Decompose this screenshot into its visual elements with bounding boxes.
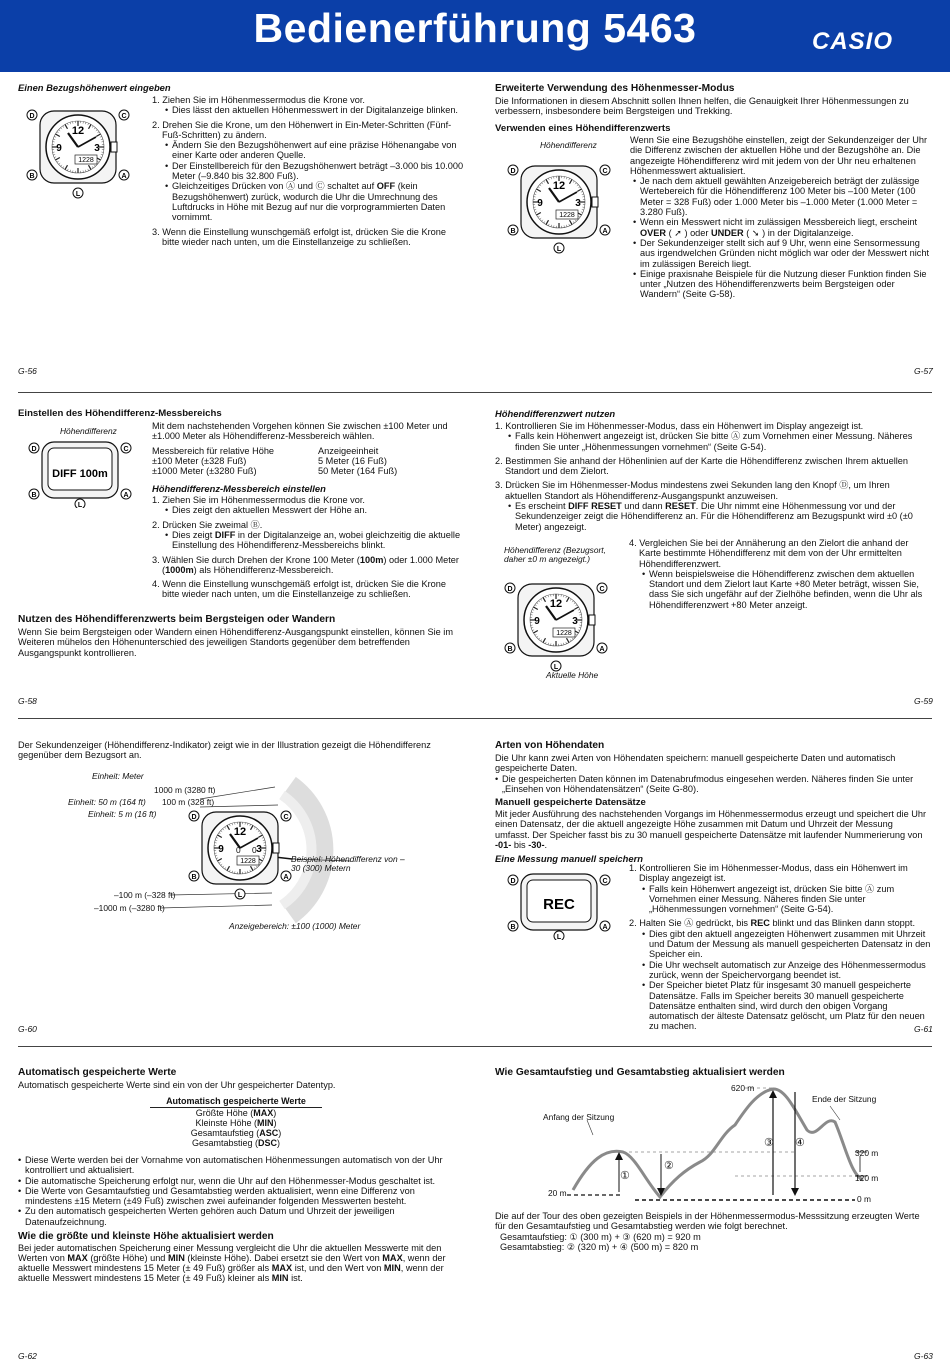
g63-para: Die auf der Tour des oben gezeigten Beispiels in der Höhenmessermodus-Messsitzung erzeugten Werte für den Gesamtaufstieg und Gesamtabstieg werden wie folgt berechnet. [495, 1211, 920, 1232]
table-cell: ±100 Meter (±328 Fuß) [152, 455, 247, 466]
numeral-9: 9 [56, 143, 62, 154]
g61-subheading: Manuell gespeicherte Datensätze [495, 797, 646, 809]
lcd-text: 1228 [559, 212, 575, 219]
g60-unit-meter: Einheit: Meter [92, 771, 144, 781]
button-b-label: B [31, 492, 37, 499]
g60-unit-5m: Einheit: 5 m (16 ft) [88, 809, 157, 819]
g61-bullet1: • Die gespeicherten Daten können im Datenabrufmodus eingesehen werden. Näheres finden Sie unter „Einsehen von Höhendatensätzen“ (Seite G-80). [502, 774, 930, 795]
altitude-profile-line [573, 1089, 863, 1197]
g61-step1-bullet: • Falls kein Höhenwert angezeigt ist, drücken Sie bitte Ⓐ zum Vornehmen einer Messung. Näheres finden Sie unter „Höhenmessungen vornehmen“ (Seite G-54). [649, 884, 931, 915]
g58-para2: Wenn Sie beim Bergsteigen oder Wandern einen Höhendifferenz-Ausgangspunkt einstellen, können Sie im Weiteren mühelos den Höhenunterschied des jeweiligen Standorts gegenüber dem betreffenden Ausgangspunkt kontrollieren. [18, 627, 453, 658]
g62-body [18, 1155, 458, 1284]
table-cell: 5 Meter (16 Fuß) [318, 455, 387, 466]
marker-3: ③ [764, 1137, 774, 1149]
button-l-label: L [556, 246, 562, 253]
button-d-label: D [510, 878, 516, 885]
g62-para: Bei jeder automatischen Speicherung einer Messung vergleicht die Uhr die aktuellen Messwerte mit den Werten von MAX (größte Höhe) und MIN (kleinste Höhe). Dabei ersetzt sie den Wert von MAX, wenn der aktuelle Messwert mindestens 15 Meter (± 49 Fuß) größer als MAX ist, und den Wert von MIN, wenn der aktuelle Messwert mindestens 15 Meter (± 49 Fuß) kleiner als MIN ist. [18, 1242, 446, 1284]
button-a-label: A [283, 874, 289, 881]
g59-step3-bullet: • Es erscheint DIFF RESET und dann RESET. Die Uhr nimmt eine Höhenmessung vor und der Sekundenzeiger zeigt die Höhendifferenz an. Für die Höhendifferenz am Bezugspunkt wird ±0 (±0 Meter) angezeigt. [515, 501, 925, 532]
watch-illustration-g56 [22, 97, 134, 199]
watch-diff-display-g58 [24, 436, 136, 508]
numeral-12: 12 [71, 125, 85, 137]
label-320m: 320 m [855, 1148, 879, 1158]
table-cell: ±1000 Meter (±3280 Fuß) [152, 466, 257, 477]
g59-step3: 3. Drücken Sie im Höhenmesser-Modus mindestens zwei Sekunden lang den Knopf Ⓓ, um Ihren aktuellen Standort als Höhendifferenz-Ausgangspunkt anzuweisen. [495, 480, 890, 501]
g63-calc-ascent: Gesamtaufstieg: ① (300 m) + ③ (620 m) = 920 m [500, 1231, 701, 1242]
g57-heading: Erweiterte Verwendung des Höhenmesser-Modus [495, 83, 735, 94]
numeral-12: 12 [549, 598, 563, 610]
numeral-3: 3 [94, 143, 100, 154]
g56-heading: Einen Bezugshöhenwert eingeben [18, 82, 171, 93]
numeral-9: 9 [218, 844, 224, 855]
g61-step2-bullet1: • Dies gibt den aktuell angezeigten Höhenwert zusammen mit Uhrzeit und Datum der Messung als manuell gespeicherten Datensatz in den Speicher ein. [649, 929, 931, 960]
button-a-label: A [602, 228, 608, 235]
label-120m: 120 m [855, 1173, 879, 1183]
numeral-9: 9 [537, 198, 543, 209]
button-l-label: L [77, 502, 83, 508]
divider-2 [18, 718, 932, 719]
g56-step2-bullet3: • Gleichzeitiges Drücken von Ⓐ und Ⓒ schaltet auf OFF (kein Bezugshöhenwert) zurück, wodurch die Uhr die Umrechnung des Luftdrucks in Höhe mit Bezug auf nur die vorprogrammierten Daten vornimmt. [172, 181, 464, 222]
g60-label-1000m: 1000 m (3280 ft) [154, 785, 216, 795]
leader-line [830, 1106, 840, 1120]
casio-logo: CASIO [812, 28, 894, 55]
g58-step2-bullet: • Dies zeigt DIFF in der Digitalanzeige an, wobei gleichzeitig die aktuelle Einstellung des Höhendifferenz-Messbereichs blinkt. [172, 530, 464, 551]
button-c-label: C [121, 113, 127, 120]
g57-bullet1: • Je nach dem aktuell gewählten Anzeigebereich beträgt der zulässige Wertebereich für die Höhendifferenz 100 Meter bis –100 Meter (100 Meter = 328 Fuß) oder 1.000 Meter bis –1.000 Meter (1.000 Meter = 3.280 Fuß). [640, 176, 932, 217]
marker-2: ② [664, 1160, 674, 1172]
g60-label-minus100: –100 m (–328 ft) [114, 890, 176, 900]
g62-heading2: Wie die größte und kleinste Höhe aktualisiert werden [18, 1231, 274, 1243]
g57-para: Wenn Sie eine Bezugshöhe einstellen, zeigt der Sekundenzeiger der Uhr die Differenz zwischen der aktuellen Höhe und der Bezugshöhe an. Die angezeigte Höhendifferenz wird mit jedem von der Uhr neu erhaltenen Höhenmesswert aktualisiert. [630, 135, 928, 176]
button-b-label: B [29, 173, 35, 180]
label-20m: 20 m [548, 1188, 567, 1198]
button-l-label: L [553, 664, 559, 671]
page-title: Bedienerführung 5463 [253, 5, 697, 51]
button-a-label: A [121, 173, 127, 180]
page-number-g58: G-58 [18, 696, 37, 706]
numeral-12: 12 [552, 180, 566, 192]
g57-caption: Höhendifferenz [540, 140, 597, 150]
g58-step2: 2. Drücken Sie zweimal Ⓑ. [152, 519, 263, 530]
g58-step1-bullet: • Dies zeigt den aktuellen Messwert der Höhe an. [172, 505, 464, 515]
crown [592, 197, 598, 207]
g56-step2-bullet1: • Ändern Sie den Bezugshöhenwert auf eine präzise Höhenangabe von einer Karte oder anderen Quelle. [172, 140, 464, 161]
g59-step4: 4. Vergleichen Sie bei der Annäherung an den Zielort die anhand der Karte bestimmte Höhendifferenz mit dem von der Uhr ermittelten Höhendifferenzwert. [629, 538, 909, 569]
g58-step4: 4. Wenn die Einstellung wunschgemäß erfolgt ist, drücken Sie die Krone bitte wieder nach unten, um die Einstellanzeige zu schließen. [152, 579, 446, 600]
label-end-of-session: Ende der Sitzung [812, 1094, 877, 1104]
button-d-label: D [507, 586, 513, 593]
label-start-of-session: Anfang der Sitzung [543, 1112, 615, 1122]
g57-subheading: Verwenden eines Höhendifferenzwerts [495, 123, 671, 134]
button-b-label: B [510, 228, 516, 235]
lcd-readout: DIFF 100m [52, 468, 108, 480]
g61-subheading2: Eine Messung manuell speichern [495, 853, 643, 865]
leader-line [160, 905, 272, 908]
g57-bullet2: • Wenn ein Messwert nicht im zulässigen Messbereich liegt, erscheint OVER ( ➚ ) oder UNDER ( ➘ ) in der Digitalanzeige. [640, 217, 932, 238]
g59-step1: 1. Kontrollieren Sie im Höhenmesser-Modus, dass ein Höhenwert im Display angezeigt ist. [495, 421, 864, 431]
g62-intro: Automatisch gespeicherte Werte sind ein von der Uhr gespeicherter Datentyp. [18, 1080, 336, 1090]
button-l-label: L [556, 934, 562, 940]
g63-heading: Wie Gesamtaufstieg und Gesamtabstieg aktualisiert werden [495, 1067, 785, 1078]
watch-illustration-g59 [500, 570, 612, 672]
g56-step3: 3. Wenn die Einstellung wunschgemäß erfolgt ist, drücken Sie die Krone bitte wieder nach unten, um die Einstellanzeige zu schließen. [152, 226, 446, 247]
numeral-3: 3 [575, 198, 581, 209]
g60-example-label: Beispiel: Höhendifferenz von –30 (300) Metern [291, 854, 405, 874]
watch-illustration-g57 [503, 152, 615, 254]
numeral-3: 3 [572, 616, 578, 627]
g60-zero-label: 0 [236, 845, 241, 855]
g62-heading: Automatisch gespeicherte Werte [18, 1067, 177, 1078]
g61-step2-bullet3: • Der Speicher bietet Platz für insgesamt 30 manuell gespeicherte Datensätze. Falls im Speicher bereits 30 manuell gespeicherte Datensätze enthalten sind, wird durch den obigen Vorgang automatisch der älteste Datensatz gelöscht, um Platz für den neuen zu machen. [649, 980, 931, 1031]
g57-bullet3: • Der Sekundenzeiger stellt sich auf 9 Uhr, wenn eine Sensormessung aus irgendwelchen Gründen nicht möglich war oder der Messwert nicht im zulässigen Bereich liegt. [640, 238, 932, 269]
g63-calc-descent: Gesamtabstieg: ② (320 m) + ④ (500 m) = 820 m [500, 1241, 699, 1252]
button-c-label: C [283, 814, 289, 821]
table-header: Automatisch gespeicherte Werte [150, 1096, 322, 1108]
g56-step2: 2. Drehen Sie die Krone, um den Höhenwert in Ein-Meter-Schritten (Fünf-Fuß-Schritten) zu ändern. [152, 119, 452, 140]
button-c-label: C [599, 586, 605, 593]
g61-para: Mit jeder Ausführung des nachstehenden Vorgangs im Höhenmessermodus erzeugt und speichert die Uhr einen Datensatz, der die aktuell angezeigte Höhe zusammen mit Datum und Uhrzeit der Messung umfasst. Der Speicher fasst bis zu 30 manuell gespeicherte Datensätze mit laufender Nummerierung von -01- bis -30-. [495, 808, 927, 850]
watch-rec-display-g61 [503, 868, 615, 940]
g59-heading: Höhendifferenzwert nutzen [495, 408, 616, 419]
g58-heading: Einstellen des Höhendifferenz-Messbereichs [18, 408, 222, 419]
g59-step4-block [629, 538, 929, 610]
g58-intro: Mit dem nachstehenden Vorgehen können Sie zwischen ±100 Meter und ±1.000 Meter als Höhendifferenz-Messbereich wählen. [152, 421, 448, 442]
button-a-label: A [599, 646, 605, 653]
button-d-label: D [510, 168, 516, 175]
g61-top [495, 753, 930, 865]
g56-steps [152, 95, 464, 247]
g58-heading2: Nutzen des Höhendifferenzwerts beim Bergsteigen oder Wandern [18, 614, 336, 625]
table-row: Größte Höhe (MAX) [195, 1108, 277, 1119]
numeral-3: 3 [256, 844, 262, 855]
lcd-readout: REC [543, 896, 575, 913]
g61-step2-bullet2: • Die Uhr wechselt automatisch zur Anzeige des Höhenmessermodus zurück, wenn der Speichervorgang beendet ist. [649, 960, 931, 981]
label-620m: 620 m [731, 1083, 755, 1093]
button-d-label: D [191, 814, 197, 821]
g58-range-table [152, 446, 397, 477]
arrowhead [791, 1188, 799, 1196]
button-b-label: B [191, 874, 197, 881]
g62-bullet2: • Die automatische Speicherung erfolgt nur, wenn die Uhr auf den Höhenmesser-Modus geschaltet ist. [25, 1176, 458, 1186]
crown [111, 142, 117, 152]
g58-step3: 3. Wählen Sie durch Drehen der Krone 100 Meter (100m) oder 1.000 Meter (1000m) als Höhendifferenz-Messbereich. [152, 554, 459, 575]
marker-4: ④ [795, 1137, 805, 1149]
page-number-g57: G-57 [914, 366, 933, 376]
g59-step1-bullet: • Falls kein Höhenwert angezeigt ist, drücken Sie bitte Ⓐ zum Vornehmen einer Messung. Näheres finden Sie unter „Höhenmessungen vornehmen“ (Seite G-54). [515, 431, 925, 452]
g61-intro: Die Uhr kann zwei Arten von Höhendaten speichern: manuell gespeicherte Daten und automatisch gespeicherte Daten. [495, 753, 896, 774]
button-a-label: A [602, 924, 608, 931]
g58-subheading: Höhendifferenz-Messbereich einstellen [152, 483, 326, 495]
label-0m: 0 m [857, 1194, 871, 1204]
g60-intro: Der Sekundenzeiger (Höhendifferenz-Indikator) zeigt wie in der Illustration gezeigt die Höhendifferenz gegenüber dem Bezugsort an. [18, 740, 431, 761]
g59-body [495, 421, 925, 532]
g56-step1: 1. Ziehen Sie im Höhenmessermodus die Krone vor. [152, 95, 365, 105]
g59-caption1: Höhendifferenz (Bezugsort, daher ±0 m angezeigt.) [504, 545, 606, 565]
page-number-g59: G-59 [914, 696, 933, 706]
g61-heading: Arten von Höhendaten [495, 740, 605, 751]
button-b-label: B [510, 924, 516, 931]
g60-zero-label: 0 [252, 845, 257, 855]
crown [273, 843, 279, 853]
auto-values-table [150, 1096, 322, 1148]
numeral-9: 9 [534, 616, 540, 627]
page-number-g61: G-61 [914, 1024, 933, 1034]
g62-bullet3: • Die Werte von Gesamtaufstieg und Gesamtabstieg werden aktualisiert, wenn eine Differenz von mindestens ±15 Metern (±49 Fuß) zwischen zwei aufeinander folgenden Messwerten besteht. [25, 1186, 458, 1207]
button-c-label: C [602, 878, 608, 885]
table-header-cell: Messbereich für relative Höhe [152, 445, 275, 456]
g59-step4-bullet: • Wenn beispielsweise die Höhendifferenz zwischen dem aktuellen Standort und dem Zielort laut Karte +80 Meter beträgt, wissen Sie, dass Sie sich ungefähr auf der Zielhöhe befinden, wenn die Uhr als Höhendifferenzwert +80 Meter anzeigt. [649, 569, 929, 610]
g59-step2: 2. Bestimmen Sie anhand der Höhenlinien auf der Karte die Höhendifferenz zwischen Ihrem aktuellen Standort und dem Zielort. [495, 455, 909, 477]
button-d-label: D [31, 446, 37, 453]
button-d-label: D [29, 113, 35, 120]
g61-steps [629, 863, 931, 1032]
divider-3 [18, 1046, 932, 1047]
marker-1: ① [620, 1170, 630, 1182]
g60-range-label: Anzeigebereich: ±100 (1000) Meter [229, 921, 361, 931]
g62-bullet1: • Diese Werte werden bei der Vornahme von automatischen Höhenmessungen automatisch von der Uhr kontrolliert und aktualisiert. [25, 1155, 458, 1176]
g60-unit-50m: Einheit: 50 m (164 ft) [68, 797, 146, 807]
g56-step2-bullet2: • Der Einstellbereich für den Bezugshöhenwert beträgt –3.000 bis 10.000 Meter (–9.840 bis 32.800 Fuß). [172, 161, 464, 182]
g58-body [152, 421, 464, 600]
g58-caption: Höhendifferenz [60, 426, 117, 436]
button-l-label: L [237, 892, 243, 899]
page-number-g62: G-62 [18, 1351, 37, 1361]
g61-step2: 2. Halten Sie Ⓐ gedrückt, bis REC blinkt und das Blinken dann stoppt. [629, 918, 916, 929]
g59-caption2: Aktuelle Höhe [546, 670, 599, 680]
lcd-text: 1228 [78, 157, 94, 164]
table-cell: 50 Meter (164 Fuß) [318, 466, 398, 477]
g57-bullet4: • Einige praxisnahe Beispiele für die Nutzung dieser Funktion finden Sie unter „Nutzen des Höhendifferenzwerts beim Bergsteigen oder Wandern“ (Seite G-58). [640, 269, 932, 300]
lcd-text: 1228 [240, 858, 256, 865]
g56-step1-bullet: • Dies lässt den aktuellen Höhenmesswert in der Digitalanzeige blinken. [172, 105, 464, 115]
g63-body [495, 1211, 930, 1252]
page-number-g60: G-60 [18, 1024, 37, 1034]
table-header-cell: Anzeigeeinheit [318, 445, 379, 456]
button-l-label: L [75, 191, 81, 198]
table-row: Gesamtabstieg (DSC) [191, 1138, 281, 1149]
g60-label-minus1000: –1000 m (–3280 ft) [94, 903, 165, 913]
table-row: Gesamtaufstieg (ASC) [190, 1128, 282, 1139]
lcd-text: 1228 [556, 630, 572, 637]
numeral-12: 12 [233, 826, 247, 838]
button-b-label: B [507, 646, 513, 653]
page-number-g63: G-63 [914, 1351, 933, 1361]
g58-step1: 1. Ziehen Sie im Höhenmessermodus die Krone vor. [152, 495, 365, 506]
g60-label-100m: 100 m (328 ft) [162, 797, 215, 807]
button-c-label: C [123, 446, 129, 453]
page-number-g56: G-56 [18, 366, 37, 376]
g61-step1: 1. Kontrollieren Sie im Höhenmesser-Modus, dass ein Höhenwert im Display angezeigt ist. [629, 863, 908, 884]
divider-1 [18, 392, 932, 393]
g57-intro: Die Informationen in diesem Abschnitt sollen Ihnen helfen, die Genauigkeit Ihrer Höhenmessungen zu verbessern, insbesondere beim Bergsteigen und Trekking. [495, 96, 909, 117]
crown [589, 615, 595, 625]
table-row: Kleinste Höhe (MIN) [195, 1118, 277, 1129]
button-a-label: A [123, 492, 129, 499]
g62-bullet4: • Zu den automatisch gespeicherten Werten gehören auch Datum und Uhrzeit der jeweiligen Datenaufzeichnung. [25, 1206, 458, 1227]
button-c-label: C [602, 168, 608, 175]
g57-body [630, 135, 932, 300]
